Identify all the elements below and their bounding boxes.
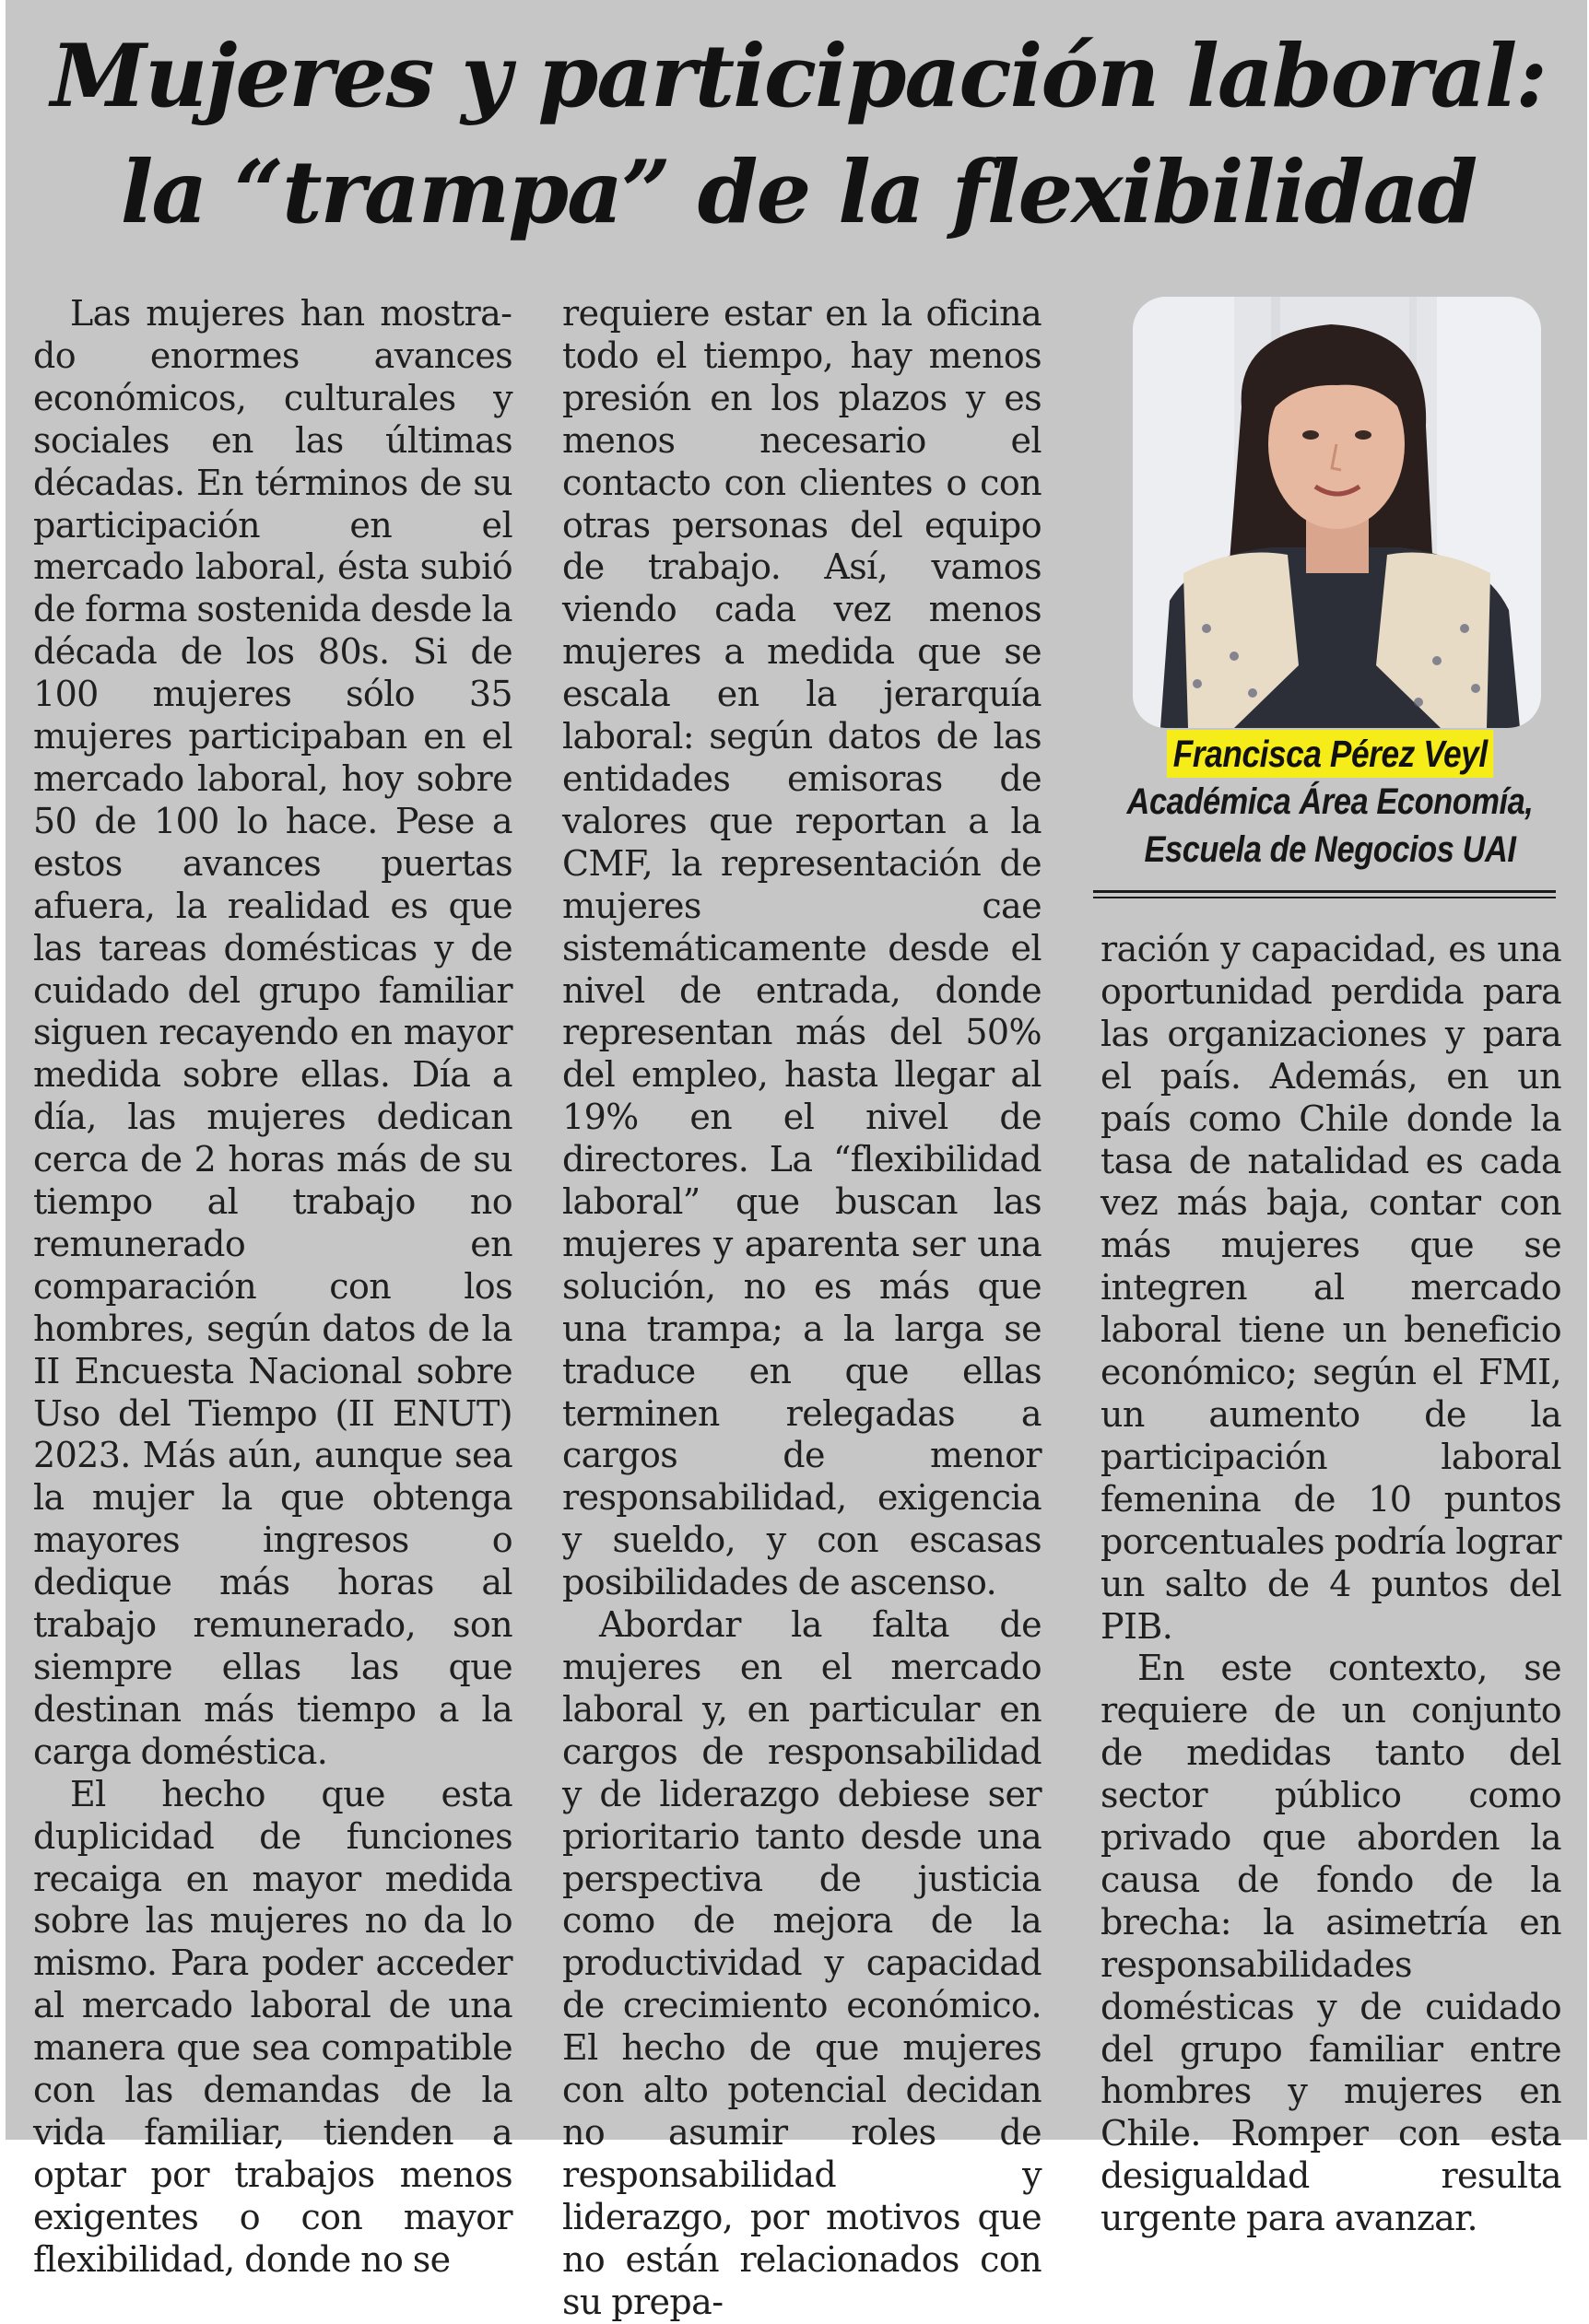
column-3-paragraph-1: ración y capacidad, es una oportunidad perdida para las organizaciones y para el país. Además, en un país como Chile donde la tasa de natalidad es cada vez más baja, contar con más mujeres que se integren al mercado laboral tiene un beneficio económico; según el FMI, un aumento de la participación laboral femenina de 10 puntos porcentuales podría lograr un salto de 4 puntos del PIB.: [1101, 929, 1561, 1647]
article-column-1: [33, 293, 512, 2282]
column-2-paragraph-1: requiere estar en la oficina todo el tiempo, hay menos presión en los plazos y es menos necesario el contacto con clientes o con otras personas del equipo de trabajo. Así, vamos viendo cada vez menos mujeres a medida que se escala en la jerarquía laboral: según datos de las entidades emisoras de valores que reportan a la CMF, la representación de mujeres cae sistemáticamente desde el nivel de entrada, donde representan más del 50% del empleo, hasta llegar al 19% en el nivel de directores. La “flexibilidad laboral” que buscan las mujeres y aparenta ser una solución, no es más que una trampa; a la larga se traduce en que ellas terminen relegadas a cargos de menor responsabilidad, exigencia y sueldo, y con escasas posibilidades de ascenso.: [562, 293, 1042, 1603]
column-2-paragraph-2: Abordar la falta de mujeres en el mercado laboral y, en particular en cargos de responsabilidad y de liderazgo debiese ser prioritario tanto desde una perspectiva de justicia como de mejora de la productividad y capacidad de crecimiento económico. El hecho de que mujeres con alto potencial decidan no asumir roles de responsabilidad y liderazgo, por motivos que no están relacionados con su prepa-: [562, 1604, 1042, 2322]
article-headline: Mujeres y participación laboral: la “trampa” de la flexibilidad: [51, 26, 1546, 243]
newspaper-clipping: [6, 0, 1587, 2322]
column-1-paragraph-2: El hecho que esta duplicidad de funciones recaiga en mayor medida sobre las mujeres no da lo mismo. Para poder acceder al mercado laboral de una manera que sea compatible con las demandas de la vida familiar, tienden a optar por trabajos menos exigentes o con mayor flexibilidad, donde no se: [33, 1773, 512, 2280]
author-school: Escuela de Negocios UAI: [1144, 829, 1516, 870]
author-divider: [1093, 890, 1556, 898]
author-credit: [1089, 730, 1571, 874]
author-role: Académica Área Economía,: [1126, 781, 1534, 822]
article-column-3: [1101, 929, 1561, 2240]
column-3-paragraph-2: En este contexto, se requiere de un conjunto de medidas tanto del sector público como privado que aborden la causa de fondo de la brecha: la asimetría en responsabilidades domésticas y de cuidado del grupo familiar entre hombres y mujeres en Chile. Romper con esta desigualdad resulta urgente para avanzar.: [1101, 1648, 1561, 2239]
column-1-paragraph-1: Las mujeres han mostrado enormes avances económicos, culturales y sociales en las últimas décadas. En términos de su participación en el mercado laboral, ésta subió de forma sostenida desde la década de los 80s. Si de 100 mujeres sólo 35 mujeres participaban en el mercado laboral, hoy sobre 50 de 100 lo hace. Pese a estos avances puertas afuera, la realidad es que las tareas domésticas y de cuidado del grupo familiar siguen recayendo en mayor medida sobre ellas. Día a día, las mujeres dedican cerca de 2 horas más de su tiempo al trabajo no remunerado en comparación con los hombres, según datos de la II Encuesta Nacional sobre Uso del Tiempo (II ENUT) 2023. Más aún, aunque sea la mujer la que obtenga mayores ingresos o dedique más horas al trabajo remunerado, son siempre ellas las que destinan más tiempo a la carga doméstica.: [33, 293, 512, 1772]
article-column-2: [562, 293, 1042, 2324]
author-photo: [1133, 297, 1541, 728]
author-name: Francisca Pérez Veyl: [1167, 730, 1494, 778]
portrait-image: [1133, 297, 1541, 728]
